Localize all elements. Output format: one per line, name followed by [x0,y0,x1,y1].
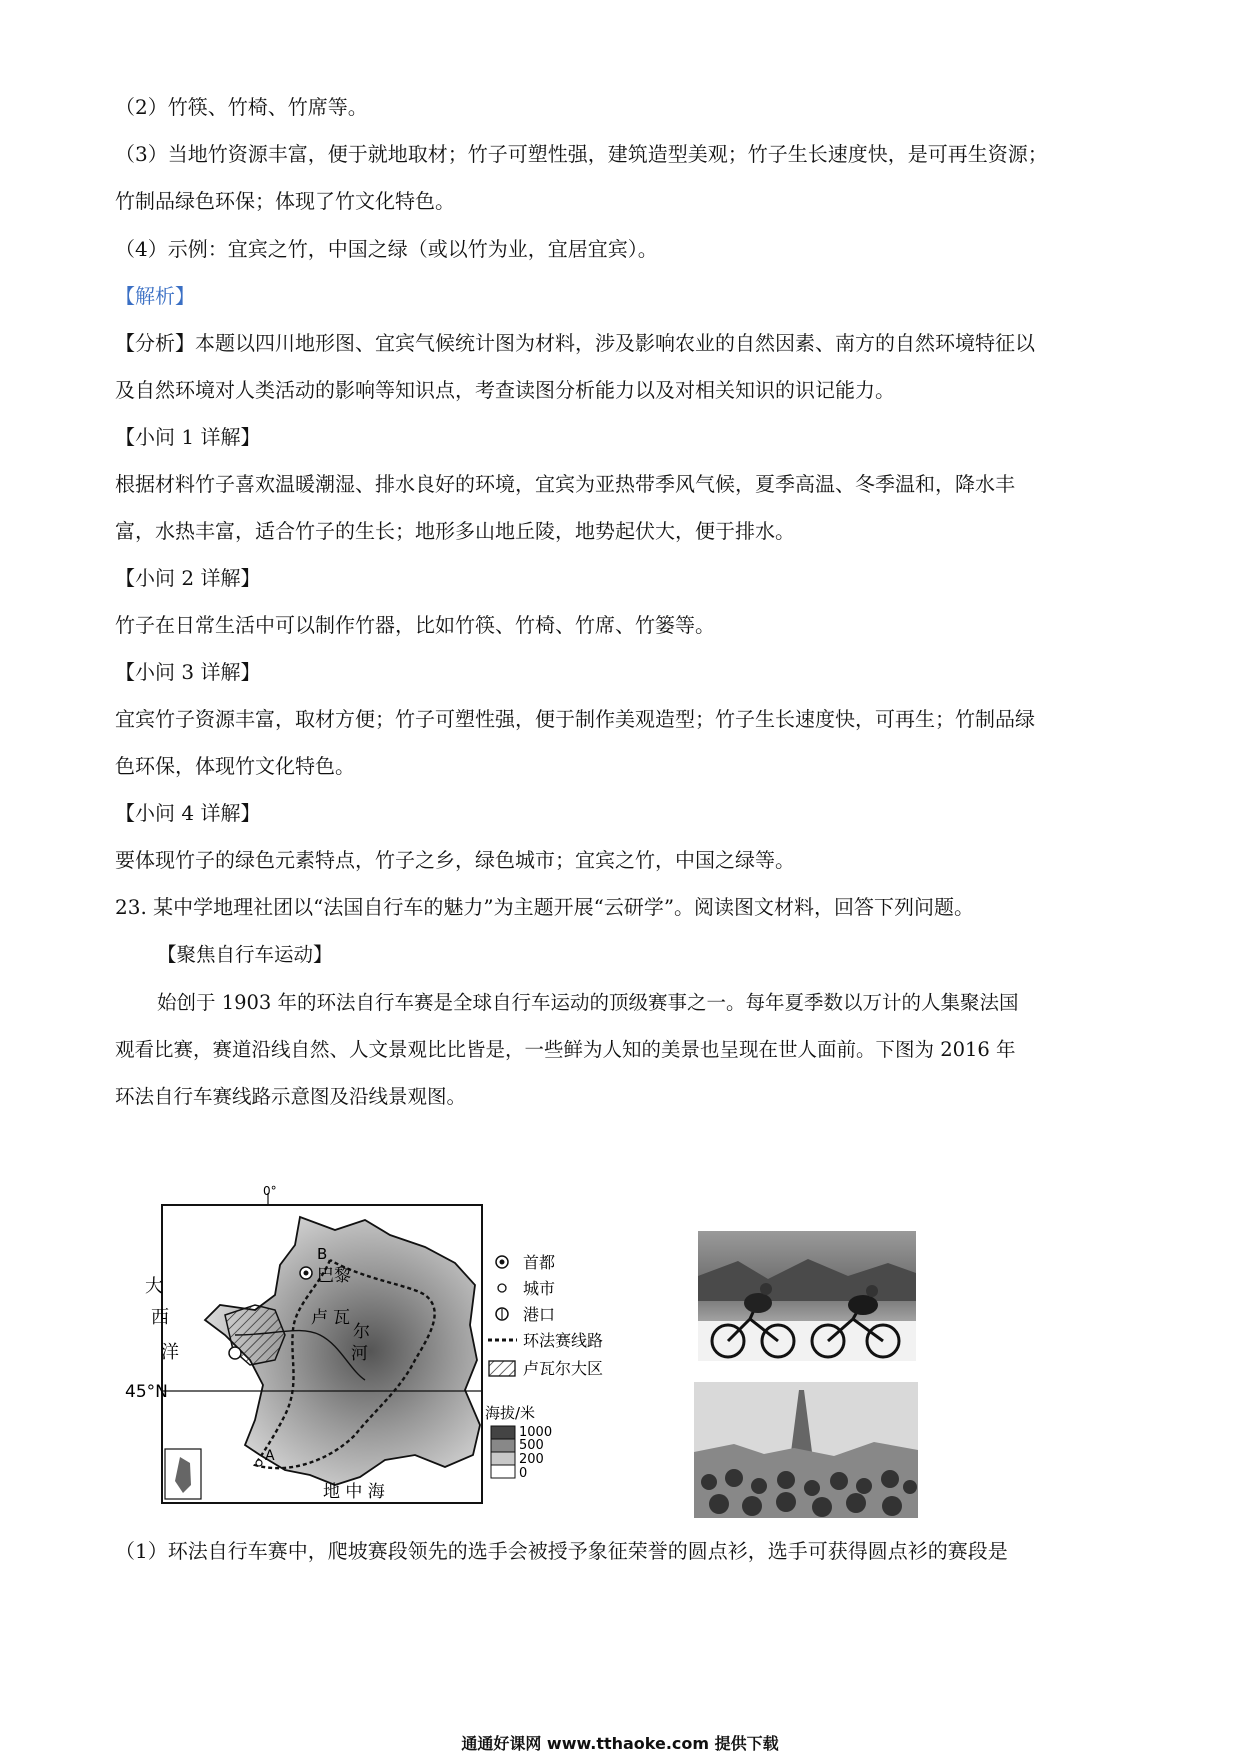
ocean-label-2: 西 [151,1307,169,1328]
point-b-label: B [317,1245,328,1263]
sea-label: 地 中 海 [323,1482,385,1502]
legend-elev-200: 200 [519,1452,544,1467]
sub-question-1-line-2: 富，水热丰富，适合竹子的生长；地形多山地丘陵，地势起伏大，便于排水。 [115,519,795,543]
sub-question-1-line-1: 根据材料竹子喜欢温暖潮湿、排水良好的环境，宜宾为亚热带季风气候，夏季高温、冬季温和，降水丰 [115,472,1015,496]
sub-question-1-heading: 【小问 1 详解】 [115,425,261,449]
sub-question-4-line-1: 要体现竹子的绿色元素特点，竹子之乡，绿色城市；宜宾之竹，中国之绿等。 [115,848,795,872]
cyclists-photo [698,1231,916,1361]
material-heading: 【聚焦自行车运动】 [157,943,333,966]
sub-question-4-heading: 【小问 4 详解】 [115,801,261,825]
river-label-1: 卢 [311,1308,328,1328]
page-footer: 通通好课网 www.tthaoke.com 提供下载 [461,1734,779,1753]
legend-capital: 首都 [523,1253,556,1272]
material-line-2: 观看比赛，赛道沿线自然、人文景观比比皆是，一些鲜为人知的美景也呈现在世人面前。下图为 2016 年 [115,1038,1016,1061]
ocean-label-3: 洋 [161,1342,179,1363]
sub-question-3-line-1: 宜宾竹子资源丰富，取材方便；竹子可塑性强，便于制作美观造型；竹子生长速度快，可再生；竹制品绿 [115,707,1035,731]
river-label-4: 河 [351,1344,368,1364]
sub-question-3-line-2: 色环保，体现竹文化特色。 [115,754,355,778]
tour-de-france-route-map [125,1185,645,1515]
analysis-heading: 【解析】 [115,284,195,308]
meridian-label: 0° [263,1185,277,1198]
latitude-label: 45°N [125,1382,168,1402]
legend-route: 环法赛线路 [523,1331,604,1350]
question-23-sub-1: （1）环法自行车赛中，爬坡赛段领先的选手会被授予象征荣誉的圆点衫，选手可获得圆点衫的赛段是 [115,1539,1008,1563]
paris-label: 巴黎 [317,1266,351,1286]
answer-2: （2）竹筷、竹椅、竹席等。 [115,95,368,119]
legend-city: 城市 [523,1279,556,1298]
legend-port: 港口 [523,1305,556,1324]
port-marker [229,1347,241,1359]
question-23-stem: 23. 某中学地理社团以“法国自行车的魅力”为主题开展“云研学”。阅读图文材料，回答下列问题。 [115,895,975,919]
answer-4: （4）示例：宜宾之竹，中国之绿（或以竹为业，宜居宜宾）。 [115,237,658,261]
river-label-3: 尔 [353,1322,370,1342]
material-line-1: 始创于 1903 年的环法自行车赛是全球自行车运动的顶级赛事之一。每年夏季数以万计的人集聚法国 [157,991,1019,1014]
material-line-3: 环法自行车赛线路示意图及沿线景观图。 [115,1085,467,1108]
ocean-label-1: 大 [145,1276,163,1297]
legend-elev-0: 0 [519,1466,528,1481]
sub-question-2-heading: 【小问 2 详解】 [115,566,261,590]
legend-region: 卢瓦尔大区 [523,1359,604,1378]
answer-3-line-1: （3）当地竹资源丰富，便于就地取材；竹子可塑性强，建筑造型美观；竹子生长速度快，是可再生资源； [115,142,1048,166]
analysis-line-1: 【分析】本题以四川地形图、宜宾气候统计图为材料，涉及影响农业的自然因素、南方的自然环境特征以 [115,331,1035,355]
city-a-marker [256,1460,262,1466]
map-legend [485,1253,603,1481]
analysis-line-2: 及自然环境对人类活动的影响等知识点，考查读图分析能力以及对相关知识的识记能力。 [115,378,895,402]
legend-elevation-title: 海拔/米 [485,1404,536,1422]
answer-3-line-2: 竹制品绿色环保；体现了竹文化特色。 [115,189,455,213]
point-a-label: A [265,1448,275,1464]
river-label-2: 瓦 [333,1308,350,1328]
legend-elev-500: 500 [519,1438,544,1453]
sub-question-3-heading: 【小问 3 详解】 [115,660,261,684]
eiffel-crowd-photo [694,1382,918,1518]
legend-elev-1000: 1000 [519,1425,553,1440]
sub-question-2-line-1: 竹子在日常生活中可以制作竹器，比如竹筷、竹椅、竹席、竹篓等。 [115,613,715,637]
